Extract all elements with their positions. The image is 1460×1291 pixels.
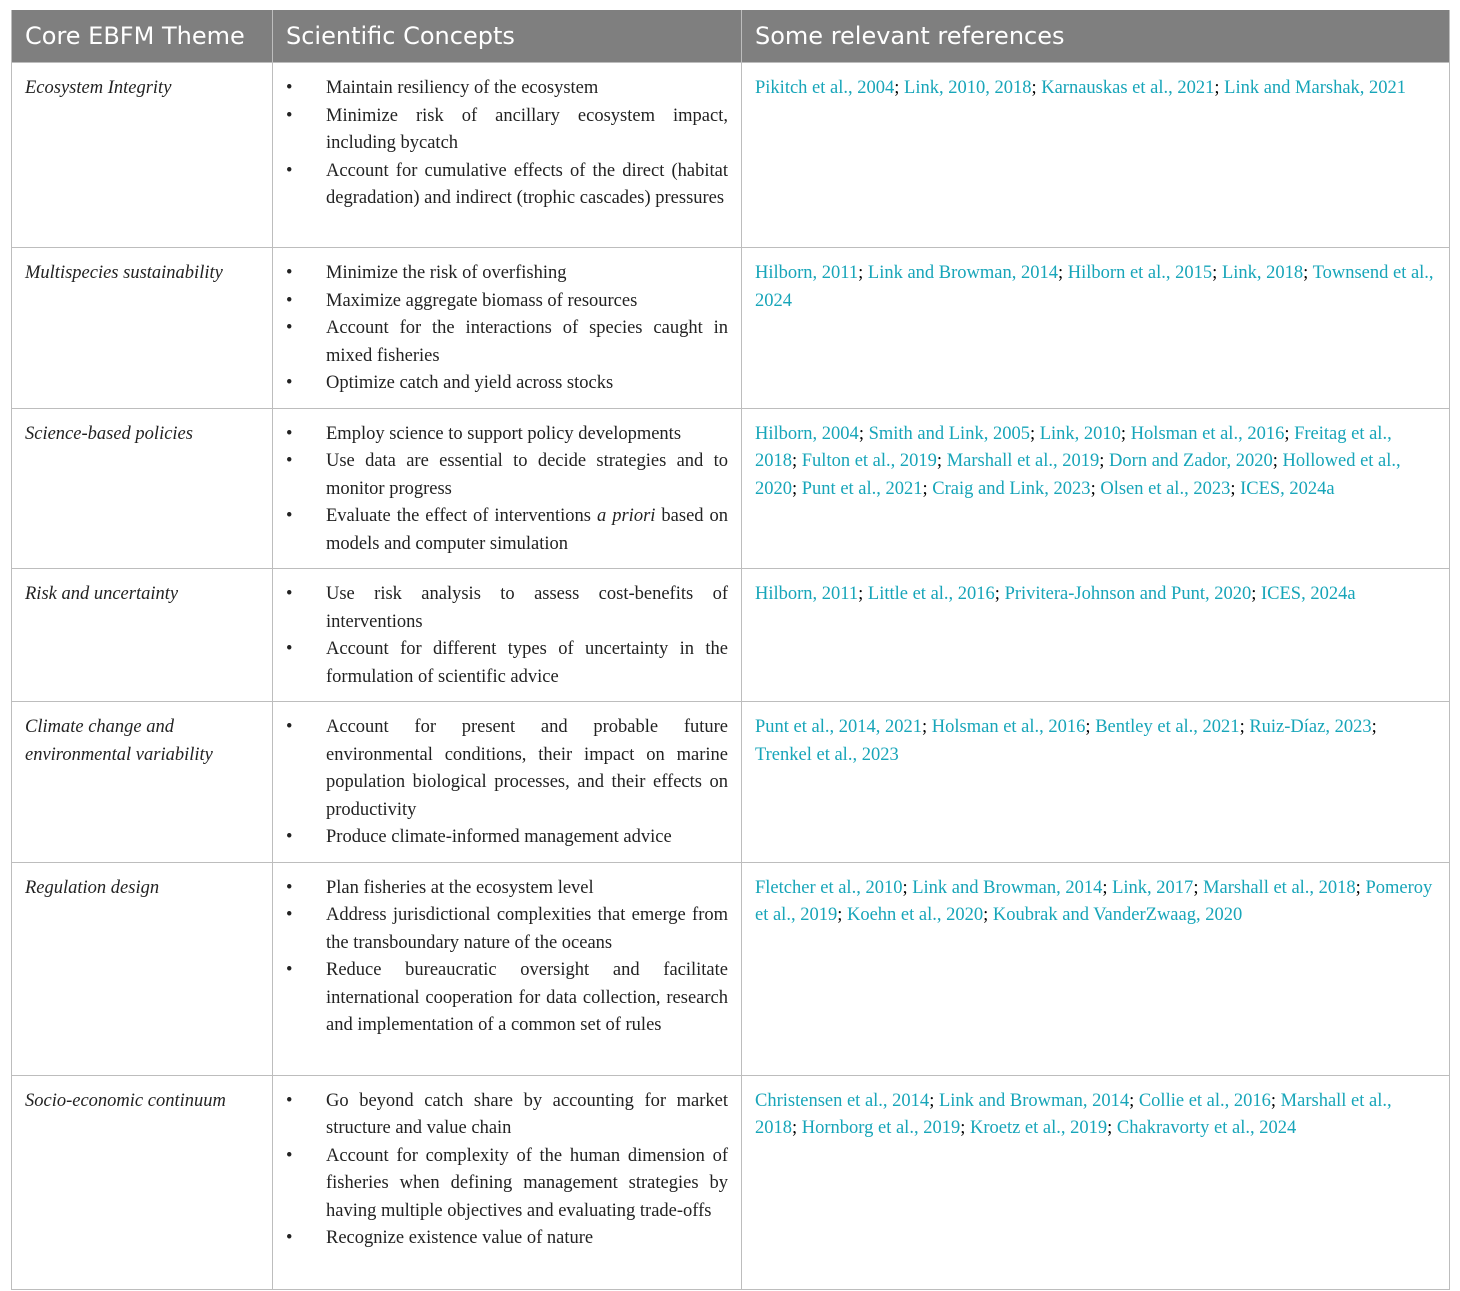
reference-link[interactable]: Link, 2010 [1039, 423, 1121, 444]
reference-link[interactable]: Koehn et al., 2020 [846, 905, 984, 925]
reference-link[interactable]: Privitera-Johnson and Punt, 2020 [1004, 584, 1252, 604]
concept-item: • Minimize the risk of overfishing [286, 260, 728, 288]
reference-link[interactable]: ICES, 2024a [1240, 478, 1335, 499]
reference-link[interactable]: Marshall et al., 2018 [755, 1090, 1392, 1138]
reference-link[interactable]: Kroetz et al., 2019 [969, 1118, 1108, 1138]
concept-item: • Account for complexity of the human dimension of fisheries when defining management strategies by having multiple objectives and evaluating trade-offs [286, 1143, 728, 1226]
theme-cell: Multispecies sustainability [12, 248, 273, 409]
table-row [12, 408, 1450, 569]
reference-link[interactable]: ICES, 2024a [1260, 584, 1356, 604]
reference-link[interactable]: Fletcher et al., 2010 [755, 877, 903, 898]
reference-link[interactable]: Little et al., 2016 [867, 584, 995, 604]
reference-link[interactable]: Bentley et al., 2021 [1095, 717, 1240, 737]
concept-item: • Recognize existence value of nature [286, 1225, 728, 1253]
concept-list [286, 421, 728, 559]
table-row [12, 862, 1450, 1075]
reference-link[interactable]: Ruiz-Díaz, 2023 [1249, 717, 1372, 737]
concept-item: • Address jurisdictional complexities that emerge from the transboundary nature of the oceans [286, 902, 728, 957]
concepts-cell [273, 702, 742, 863]
concept-item: • Use risk analysis to assess cost-benefits of interventions [286, 581, 728, 636]
reference-link[interactable]: Freitag et al., 2018 [755, 423, 1392, 471]
reference-link[interactable]: Townsend et al., 2024 [755, 263, 1434, 311]
theme-cell: Climate change and environmental variability [12, 702, 273, 863]
header-row [12, 10, 1450, 63]
reference-link[interactable]: Olsen et al., 2023 [1100, 478, 1231, 499]
reference-link[interactable]: Link and Browman, 2014 [867, 263, 1059, 283]
theme-cell: Risk and uncertainty [12, 569, 273, 702]
reference-link[interactable]: Link, 2010, 2018 [904, 78, 1032, 98]
reference-link[interactable]: Christensen et al., 2014 [755, 1090, 930, 1111]
reference-link[interactable]: Koubrak and VanderZwaag, 2020 [992, 905, 1243, 925]
concept-item: • Account for different types of uncertainty in the formulation of scientific advice [286, 636, 728, 691]
concepts-cell [273, 408, 742, 569]
reference-link[interactable]: Hornborg et al., 2019 [801, 1118, 961, 1138]
reference-link[interactable]: Hollowed et al., 2020 [755, 451, 1401, 499]
concept-list [286, 1088, 728, 1253]
reference-link[interactable]: Dorn and Zador, 2020 [1109, 451, 1273, 471]
table-row [12, 248, 1450, 409]
concepts-cell [273, 862, 742, 1075]
reference-link[interactable]: Hilborn, 2011 [755, 584, 859, 604]
concept-italic-text: a priori [597, 506, 656, 526]
concept-list [286, 581, 728, 691]
references-cell: Hilborn, 2011; Link and Browman, 2014; Hilborn et al., 2015; Link, 2018; Townsend et al., 2024 [742, 248, 1450, 409]
header-references: Some relevant references [742, 10, 1450, 63]
reference-link[interactable]: Trenkel et al., 2023 [755, 744, 899, 765]
header-theme: Core EBFM Theme [12, 10, 273, 63]
theme-cell: Science-based policies [12, 408, 273, 569]
concept-item [286, 503, 728, 558]
concept-item: • Plan fisheries at the ecosystem level [286, 875, 728, 903]
reference-link[interactable]: Link, 2017 [1112, 877, 1194, 898]
concept-item: • Minimize risk of ancillary ecosystem impact, including bycatch [286, 103, 728, 158]
reference-link[interactable]: Chakravorty et al., 2024 [1116, 1118, 1297, 1138]
reference-link[interactable]: Craig and Link, 2023 [932, 478, 1091, 499]
reference-link[interactable]: Hilborn, 2011 [755, 263, 859, 283]
concept-list [286, 260, 728, 398]
table-row [12, 63, 1450, 248]
reference-link[interactable]: Collie et al., 2016 [1138, 1090, 1271, 1111]
concept-text: based on models and computer simulation [326, 506, 729, 554]
concept-list [286, 714, 728, 852]
reference-link[interactable]: Link, 2018 [1221, 263, 1304, 283]
theme-cell: Socio-economic continuum [12, 1075, 273, 1289]
concept-list [286, 875, 728, 1040]
reference-link[interactable]: Marshall et al., 2018 [1203, 877, 1356, 898]
reference-link[interactable]: Hilborn et al., 2015 [1067, 263, 1213, 283]
references-cell: Hilborn, 2011; Little et al., 2016; Privitera-Johnson and Punt, 2020; ICES, 2024a [742, 569, 1450, 702]
table-row [12, 1075, 1450, 1289]
concept-item: • Maintain resiliency of the ecosystem [286, 75, 728, 103]
reference-link[interactable]: Pikitch et al., 2004 [755, 78, 895, 98]
reference-link[interactable]: Holsman et al., 2016 [931, 717, 1086, 737]
concept-item: • Go beyond catch share by accounting for market structure and value chain [286, 1088, 728, 1143]
ebfm-table-container [11, 10, 1449, 1290]
concepts-cell [273, 63, 742, 248]
reference-link[interactable]: Holsman et al., 2016 [1130, 423, 1285, 444]
table-row [12, 569, 1450, 702]
theme-cell: Regulation design [12, 862, 273, 1075]
ebfm-table [11, 10, 1450, 1290]
concept-item: • Use data are essential to decide strategies and to monitor progress [286, 448, 728, 503]
concept-item: • Account for the interactions of species caught in mixed fisheries [286, 315, 728, 370]
concept-item: • Reduce bureaucratic oversight and facilitate international cooperation for data collection, research and implementation of a common set of rules [286, 957, 728, 1040]
reference-link[interactable]: Punt et al., 2021 [801, 478, 923, 499]
header-concepts: Scientific Concepts [273, 10, 742, 63]
reference-link[interactable]: Hilborn, 2004 [755, 423, 859, 444]
references-cell: Christensen et al., 2014; Link and Browman, 2014; Collie et al., 2016; Marshall et al., 2018; Hornborg et al., 2019; Kroetz et al., 2019; Chakravorty et al., 2024 [742, 1075, 1450, 1289]
references-cell: Punt et al., 2014, 2021; Holsman et al., 2016; Bentley et al., 2021; Ruiz-Díaz, 2023; Trenkel et al., 2023 [742, 702, 1450, 863]
reference-link[interactable]: Pomeroy et al., 2019 [755, 877, 1433, 925]
theme-cell: Ecosystem Integrity [12, 63, 273, 248]
concept-item: • Optimize catch and yield across stocks [286, 370, 728, 398]
concepts-cell [273, 248, 742, 409]
concept-item: • Account for present and probable future environmental conditions, their impact on marine population biological processes, and their effects on productivity [286, 714, 728, 824]
reference-link[interactable]: Link and Browman, 2014 [938, 1090, 1130, 1111]
reference-link[interactable]: Punt et al., 2014, 2021 [755, 717, 923, 737]
concept-item: • Account for cumulative effects of the direct (habitat degradation) and indirect (trophic cascades) pressures [286, 158, 728, 213]
concept-item: • Produce climate-informed management advice [286, 824, 728, 852]
references-cell: Pikitch et al., 2004; Link, 2010, 2018; Karnauskas et al., 2021; Link and Marshak, 2021 [742, 63, 1450, 248]
concepts-cell [273, 569, 742, 702]
table-row [12, 702, 1450, 863]
reference-link[interactable]: Fulton et al., 2019 [801, 451, 937, 471]
concept-text: Evaluate the effect of interventions [326, 506, 597, 526]
reference-link[interactable]: Smith and Link, 2005 [868, 423, 1030, 444]
concept-item: • Maximize aggregate biomass of resources [286, 288, 728, 316]
reference-link[interactable]: Link and Marshak, 2021 [1224, 78, 1407, 98]
references-cell: Fletcher et al., 2010; Link and Browman, 2014; Link, 2017; Marshall et al., 2018; Pomeroy et al., 2019; Koehn et al., 2020; Koubrak and VanderZwaag, 2020 [742, 862, 1450, 1075]
concept-item: • Employ science to support policy developments [286, 421, 728, 449]
references-cell: Hilborn, 2004; Smith and Link, 2005; Link, 2010; Holsman et al., 2016; Freitag et al., 2018; Fulton et al., 2019; Marshall et al., 2019; Dorn and Zador, 2020; Hollowed et al., 2020; Punt et al., 2021; Craig and Link, 2023; Olsen et al., 2023; ICES, 2024a [742, 408, 1450, 569]
concept-list [286, 75, 728, 213]
reference-link[interactable]: Marshall et al., 2019 [946, 451, 1100, 471]
reference-link[interactable]: Karnauskas et al., 2021 [1041, 78, 1215, 98]
concepts-cell [273, 1075, 742, 1289]
reference-link[interactable]: Link and Browman, 2014 [912, 877, 1103, 898]
